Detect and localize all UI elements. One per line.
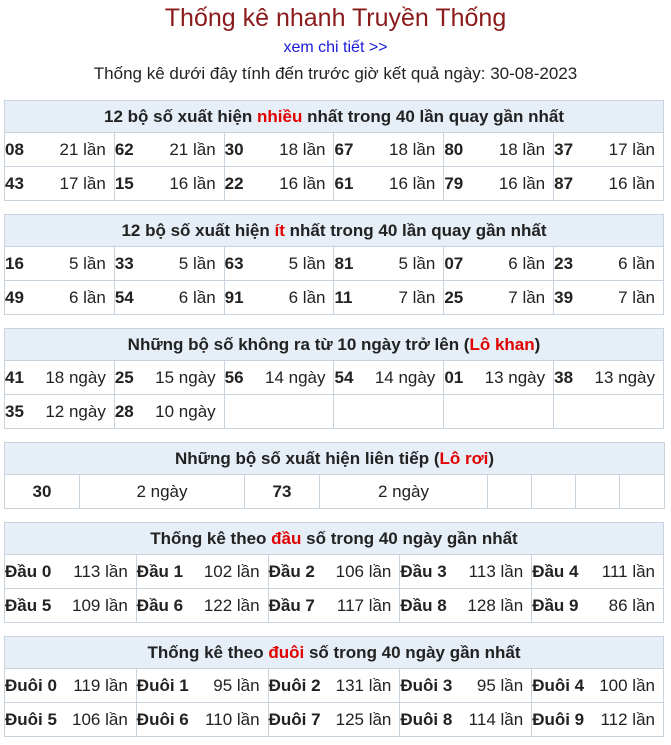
stat-key: 22 (224, 173, 244, 193)
stat-key: 39 (554, 287, 574, 307)
stat-count: 15 ngày (155, 367, 216, 387)
stat-key: Đuôi 1 (136, 675, 189, 695)
stat-count: 17 lần (59, 173, 106, 193)
stat-count: 13 ngày (594, 367, 655, 387)
stat-cell (5, 395, 115, 429)
stat-cell (334, 361, 444, 395)
stat-cell (444, 395, 554, 429)
stat-key: 15 (114, 173, 134, 193)
stat-key: Đầu 6 (136, 595, 184, 615)
stat-key: 25 (444, 287, 464, 307)
stat-cell (5, 167, 115, 201)
stat-key: 08 (5, 139, 24, 159)
stat-cell (444, 133, 554, 167)
lo-roi-count: 2 ngày (80, 475, 245, 509)
stat-count: 16 lần (279, 173, 326, 193)
stat-key: Đầu 4 (532, 561, 579, 581)
stat-count: 13 ngày (484, 367, 546, 387)
lo-roi-table (4, 442, 665, 509)
stat-count: 102 lần (203, 561, 260, 581)
stat-key: 37 (554, 139, 574, 159)
lo-khan-table (4, 328, 664, 429)
stat-key: Đuôi 4 (532, 675, 585, 695)
stat-key: Đầu 5 (5, 595, 52, 615)
stat-count: 6 lần (508, 253, 546, 273)
stat-count: 95 lần (476, 675, 524, 695)
stat-cell (268, 589, 400, 623)
stat-key: 79 (444, 173, 464, 193)
stat-cell (334, 133, 444, 167)
stat-count: 110 lần (205, 709, 260, 729)
stat-key: 62 (114, 139, 134, 159)
stat-count: 111 lần (601, 561, 655, 581)
stat-cell (5, 133, 115, 167)
stat-count: 117 lần (336, 595, 392, 615)
stat-count: 113 lần (73, 561, 128, 581)
stat-count: 6 lần (178, 287, 216, 307)
stat-cell (5, 703, 137, 737)
stat-key: Đuôi 8 (400, 709, 453, 729)
stat-key: 23 (554, 253, 574, 273)
stat-count: 6 lần (288, 287, 326, 307)
stat-count: 131 lần (335, 675, 392, 695)
table-row (5, 133, 664, 167)
stat-cell (444, 281, 554, 315)
stat-cell (444, 361, 554, 395)
stat-key: 63 (224, 253, 244, 273)
stat-key: 43 (5, 173, 24, 193)
stat-count: 109 lần (72, 595, 128, 615)
stat-count: 95 lần (213, 675, 260, 695)
stat-key: 54 (114, 287, 134, 307)
stat-cell (114, 361, 224, 395)
stat-cell (224, 247, 334, 281)
stat-count: 17 lần (608, 139, 655, 159)
stat-key: Đầu 3 (400, 561, 447, 581)
stat-cell (5, 555, 137, 589)
stat-cell (224, 281, 334, 315)
stat-key: 28 (114, 401, 134, 421)
stat-key: 07 (444, 253, 464, 273)
stat-cell (554, 133, 664, 167)
stat-key: Đầu 2 (268, 561, 315, 581)
table-row (5, 281, 664, 315)
stat-count: 18 ngày (45, 367, 106, 387)
stat-count: 16 lần (169, 173, 216, 193)
stat-cell (554, 167, 664, 201)
lo-khan-heading: Những bộ số không ra từ 10 ngày trở lên (Lô khan) (5, 329, 664, 361)
stat-cell (136, 703, 268, 737)
least-frequent-body (5, 247, 664, 315)
stat-count: 5 lần (178, 253, 216, 273)
detail-link[interactable]: xem chi tiết >> (283, 39, 388, 56)
stat-cell (5, 361, 115, 395)
stat-count: 6 lần (68, 287, 106, 307)
stat-key: Đầu 9 (532, 595, 579, 615)
stat-count: 119 lần (73, 675, 128, 695)
duoi-stats-heading: Thống kê theo đuôi số trong 40 ngày gần nhất (5, 637, 664, 669)
stat-count: 14 ngày (264, 367, 326, 387)
stat-key: 54 (334, 367, 354, 387)
stat-count: 113 lần (468, 561, 524, 581)
stat-count: 106 lần (335, 561, 392, 581)
stat-key: 81 (334, 253, 354, 273)
stat-cell (114, 247, 224, 281)
stat-count: 18 lần (279, 139, 326, 159)
stat-cell (114, 395, 224, 429)
stat-cell (554, 395, 664, 429)
stat-count: 16 lần (498, 173, 546, 193)
stat-cell (554, 281, 664, 315)
stat-count: 114 lần (468, 709, 524, 729)
stat-key: Đầu 7 (268, 595, 315, 615)
table-row (5, 669, 664, 703)
least-frequent-table (4, 214, 664, 315)
stat-count: 18 lần (498, 139, 546, 159)
stat-key: Đầu 1 (136, 561, 184, 581)
stat-cell (400, 669, 532, 703)
stat-cell (532, 669, 664, 703)
lo-roi-count: 2 ngày (320, 475, 488, 509)
stat-count: 16 lần (388, 173, 436, 193)
stat-key: 38 (554, 367, 574, 387)
stat-count: 125 lần (335, 709, 392, 729)
stat-cell (334, 281, 444, 315)
stat-cell (5, 247, 115, 281)
stat-count: 7 lần (398, 287, 436, 307)
stat-cell (334, 247, 444, 281)
stat-cell (224, 167, 334, 201)
stat-cell (532, 555, 664, 589)
stat-key: 87 (554, 173, 574, 193)
dau-stats-heading: Thống kê theo đầu số trong 40 ngày gần nhất (5, 523, 664, 555)
stat-key: 49 (5, 287, 24, 307)
stat-key: 11 (334, 287, 353, 307)
lo-roi-number: 73 (245, 475, 320, 509)
stat-cell (268, 669, 400, 703)
stat-cell (268, 555, 400, 589)
stat-cell (444, 247, 554, 281)
stat-key: 41 (5, 367, 24, 387)
table-row (5, 395, 664, 429)
stat-count: 5 lần (398, 253, 436, 273)
stat-cell (5, 669, 137, 703)
stat-key: 91 (224, 287, 244, 307)
stat-key: 01 (444, 367, 464, 387)
stat-count: 7 lần (508, 287, 546, 307)
dau-stats-body (5, 555, 664, 623)
stat-count: 16 lần (608, 173, 655, 193)
stat-count: 6 lần (618, 253, 655, 273)
lo-khan-body (5, 361, 664, 429)
stat-cell (532, 589, 664, 623)
stat-cell (136, 589, 268, 623)
lo-roi-heading: Những bộ số xuất hiện liên tiếp (Lô rơi) (5, 443, 665, 475)
dau-stats-table (4, 522, 664, 623)
stat-cell (554, 361, 664, 395)
stat-cell (554, 247, 664, 281)
stat-cell (400, 589, 532, 623)
stat-count: 21 lần (59, 139, 106, 159)
stat-cell (114, 167, 224, 201)
stat-count: 86 lần (608, 595, 655, 615)
stat-cell (224, 133, 334, 167)
stat-key: 16 (5, 253, 24, 273)
stat-cell (114, 281, 224, 315)
stat-cell (444, 167, 554, 201)
stat-key: 80 (444, 139, 464, 159)
stat-key: Đuôi 7 (268, 709, 321, 729)
stat-key: Đầu 0 (5, 561, 52, 581)
stat-cell (136, 669, 268, 703)
stat-cell (532, 703, 664, 737)
stat-count: 106 lần (72, 709, 128, 729)
stat-cell (114, 133, 224, 167)
lo-roi-number: 30 (5, 475, 80, 509)
table-row (5, 589, 664, 623)
stat-cell (136, 555, 268, 589)
stat-key: Đuôi 0 (5, 675, 57, 695)
most-frequent-heading: 12 bộ số xuất hiện nhiều nhất trong 40 lần quay gần nhất (5, 101, 664, 133)
stat-key: Đuôi 6 (136, 709, 189, 729)
stat-cell (224, 395, 334, 429)
stat-key: 67 (334, 139, 354, 159)
stat-cell (400, 555, 532, 589)
stat-key: Đuôi 2 (268, 675, 321, 695)
stat-count: 21 lần (169, 139, 216, 159)
stat-key: Đuôi 3 (400, 675, 453, 695)
stat-cell (334, 167, 444, 201)
stat-key: 30 (224, 139, 244, 159)
stat-key: 56 (224, 367, 244, 387)
empty-cell (620, 475, 665, 509)
stat-count: 7 lần (618, 287, 655, 307)
table-row (5, 167, 664, 201)
stat-count: 5 lần (288, 253, 326, 273)
most-frequent-table (4, 100, 664, 201)
stat-cell (268, 703, 400, 737)
stat-count: 10 ngày (155, 401, 216, 421)
stat-key: Đầu 8 (400, 595, 447, 615)
stat-count: 12 ngày (45, 401, 106, 421)
stat-count: 100 lần (599, 675, 655, 695)
stat-cell (400, 703, 532, 737)
duoi-stats-body (5, 669, 664, 737)
stat-count: 14 ngày (374, 367, 436, 387)
table-row (5, 475, 665, 509)
stat-count: 18 lần (388, 139, 436, 159)
table-row (5, 247, 664, 281)
stat-key: Đuôi 5 (5, 709, 57, 729)
empty-cell (488, 475, 532, 509)
stat-cell (334, 395, 444, 429)
stat-cell (224, 361, 334, 395)
most-frequent-body (5, 133, 664, 201)
stat-count: 5 lần (68, 253, 106, 273)
duoi-stats-table (4, 636, 664, 737)
table-row (5, 555, 664, 589)
least-frequent-heading: 12 bộ số xuất hiện ít nhất trong 40 lần quay gần nhất (5, 215, 664, 247)
page-subtitle: Thống kê dưới đây tính đến trước giờ kết quả ngày: 30-08-2023 (93, 64, 578, 83)
stat-count: 122 lần (203, 595, 260, 615)
stat-key: 25 (114, 367, 134, 387)
table-row (5, 361, 664, 395)
stat-count: 112 lần (600, 709, 655, 729)
stat-key: Đuôi 9 (532, 709, 585, 729)
table-row (5, 703, 664, 737)
stat-count: 128 lần (467, 595, 524, 615)
stat-cell (5, 589, 137, 623)
empty-cell (576, 475, 620, 509)
stat-key: 33 (114, 253, 134, 273)
page-title: Thống kê nhanh Truyền Thống (164, 4, 507, 32)
empty-cell (532, 475, 576, 509)
stat-key: 35 (5, 401, 24, 421)
stat-key: 61 (334, 173, 354, 193)
stat-cell (5, 281, 115, 315)
